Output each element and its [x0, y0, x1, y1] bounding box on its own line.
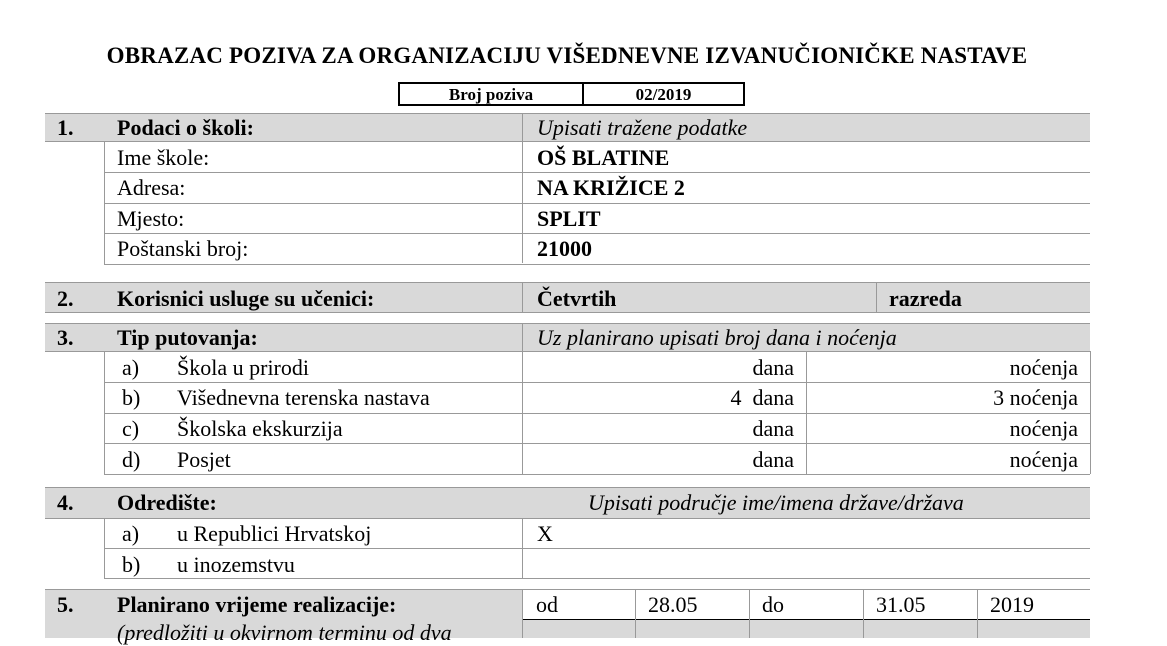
ime-skole-value: OŠ BLATINE — [537, 145, 670, 170]
ime-skole-label: Ime škole: — [117, 145, 210, 170]
section-4-hint: Upisati područje ime/imena države/država — [588, 490, 964, 515]
section-5-subrow-bg — [523, 620, 1090, 638]
tip-c-dana: dana — [752, 416, 794, 441]
do-label: do — [762, 592, 784, 617]
section-3-number: 3. — [57, 325, 74, 350]
tip-b-letter: b) — [122, 385, 141, 410]
section-5-number: 5. — [57, 592, 74, 617]
od-label: od — [536, 592, 558, 617]
section-3-hint: Uz planirano upisati broj dana i noćenja — [537, 325, 897, 350]
year-value: 2019 — [990, 592, 1034, 617]
mjesto-value: SPLIT — [537, 206, 601, 231]
section-5-subheading: (predložiti u okvirnom terminu od dva — [117, 620, 452, 645]
do-date: 31.05 — [876, 592, 926, 617]
od-date: 28.05 — [648, 592, 698, 617]
odrediste-a-label: u Republici Hrvatskoj — [177, 521, 372, 546]
tip-b-label: Višednevna terenska nastava — [177, 385, 430, 410]
tip-d-letter: d) — [122, 447, 141, 472]
tip-a-nocenja: noćenja — [1009, 355, 1078, 380]
section-2-number: 2. — [57, 286, 74, 311]
broj-poziva-label: Broj poziva — [400, 84, 584, 104]
section-2-heading: Korisnici usluge su učenici: — [117, 286, 375, 311]
broj-poziva-value: 02/2019 — [635, 85, 692, 104]
section-1-number: 1. — [57, 115, 74, 140]
tip-b-nocenja: 3 noćenja — [993, 385, 1078, 410]
postanski-broj-label: Poštanski broj: — [117, 236, 249, 261]
section-1-hint: Upisati tražene podatke — [537, 115, 748, 140]
mjesto-label: Mjesto: — [117, 206, 185, 231]
tip-a-dana: dana — [752, 355, 794, 380]
razred-value: Četvrtih — [537, 286, 617, 311]
tip-a-letter: a) — [122, 355, 140, 380]
section-4-heading: Odredište: — [117, 490, 217, 515]
broj-poziva-box — [398, 82, 745, 106]
tip-c-letter: c) — [122, 416, 140, 441]
section-3-heading: Tip putovanja: — [117, 325, 258, 350]
odrediste-a-letter: a) — [122, 521, 140, 546]
tip-a-label: Škola u prirodi — [177, 355, 309, 380]
odrediste-b-letter: b) — [122, 552, 141, 577]
adresa-label: Adresa: — [117, 175, 186, 200]
page-title: OBRAZAC POZIVA ZA ORGANIZACIJU VIŠEDNEVNE IZVANUČIONIČKE NASTAVE — [106, 43, 1028, 68]
tip-d-dana: dana — [752, 447, 794, 472]
tip-d-nocenja: noćenja — [1009, 447, 1078, 472]
odrediste-b-label: u inozemstvu — [177, 552, 295, 577]
section-5-heading: Planirano vrijeme realizacije: — [117, 592, 397, 617]
section-4-number: 4. — [57, 490, 74, 515]
tip-b-dana: 4 dana — [730, 385, 794, 410]
tip-c-label: Školska ekskurzija — [177, 416, 343, 441]
section-1-heading: Podaci o školi: — [117, 115, 254, 140]
adresa-value: NA KRIŽICE 2 — [537, 175, 685, 200]
tip-d-label: Posjet — [177, 447, 231, 472]
razreda-label: razreda — [889, 286, 962, 311]
postanski-broj-value: 21000 — [537, 236, 592, 261]
tip-c-nocenja: noćenja — [1009, 416, 1078, 441]
odrediste-a-value: X — [537, 521, 553, 546]
